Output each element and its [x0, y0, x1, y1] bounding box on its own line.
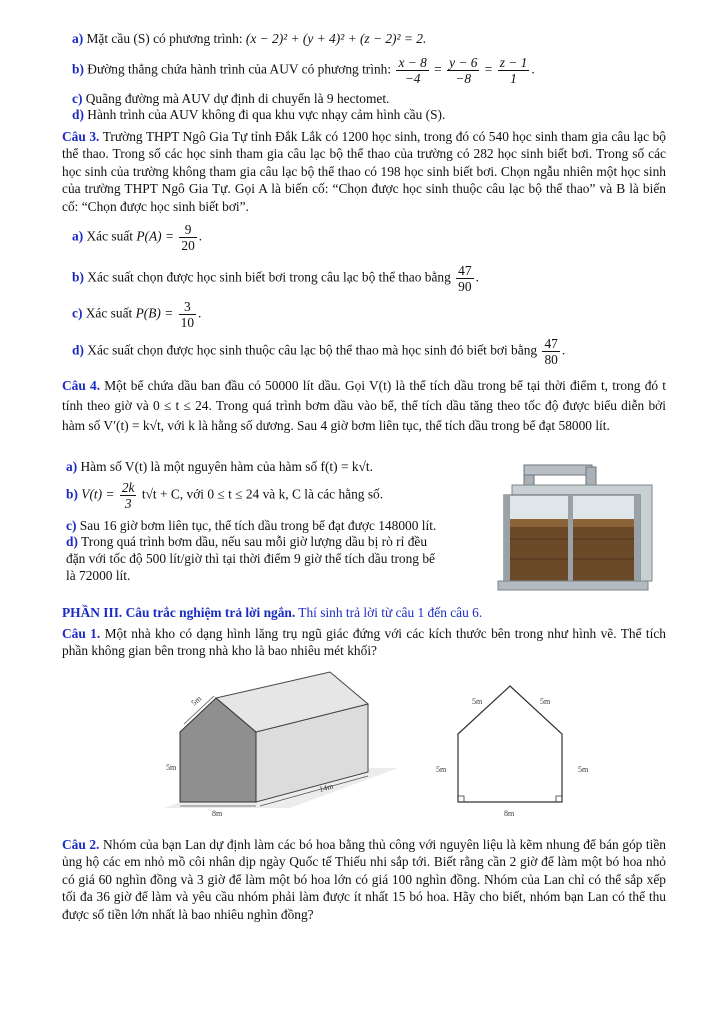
fig3d-height-label: 5m — [166, 763, 177, 772]
q2-item-c: c) Quãng đường mà AUV dự định di chuyển là 9 hectomet. — [72, 91, 390, 106]
warehouse-2d-figure — [432, 676, 607, 822]
cau3-item-b: b) Xác suất chọn được học sinh biết bơi trong câu lạc bộ thể thao bằng $\frac{47}{90}$ . — [72, 263, 479, 294]
p3-cau1-statement: Câu 1. Một nhà kho có dạng hình lăng trụ ngũ giác đứng với các kích thước bên trong như hình vẽ. Thể tích phần không gian bên trong nhà kho là bao nhiêu mét khối? — [62, 626, 666, 659]
cau3-item-a: a) Xác suất P(A) = $\frac{9}{20}$ . — [72, 222, 203, 253]
fig3d-width-label: 8m — [212, 809, 223, 818]
fig2d-base-label: 8m — [504, 809, 515, 818]
part3-heading: PHẦN III. Câu trắc nghiệm trả lời ngắn. Thí sinh trả lời từ câu 1 đến câu 6. — [62, 605, 483, 620]
p3-cau2-statement: Câu 2. Nhóm của bạn Lan dự định làm các bó hoa bằng thủ công với nguyên liệu là kẽm nhung để bán góp tiền ủng hộ các em nhỏ mồ côi nhân dịp ngày Quốc tế Thiếu nhi sắp tới. Biết rằng cần 2 giờ để làm một bó hoa nhỏ có giá 60 nghìn đồng và 3 giờ để làm một bó hoa lớn có giá 100 nghìn đồng. Nhóm của Lan chỉ có thể sắp xếp tối đa 36 giờ để làm và yêu cầu nhóm phải làm được ít nhất 15 bó hoa. Hãy cho biết, nhóm bạn Lan có thể thu được số tiền lớn nhất là bao nhiêu nghìn đồng? — [62, 837, 666, 922]
cau4-item-b: b) V(t) = $\frac{2k}{3}$ t√t + C, với 0 ≤ t ≤ 24 và k, C là các hằng số. — [66, 480, 384, 511]
fig2d-roof-right-label: 5m — [540, 697, 551, 706]
fig2d-roof-left-label: 5m — [472, 697, 483, 706]
cau4-item-a: a) Hàm số V(t) là một nguyên hàm của hàm số f(t) = k√t. — [66, 459, 373, 474]
cau4-statement: Câu 4. Một bể chứa dầu ban đầu có 50000 lít dầu. Gọi V(t) là thể tích dầu trong bể tại thời điểm t, trong đó t tính theo giờ và 0 ≤ t ≤ 24. Trong quá trình bơm dầu vào bể, thể tích dầu tăng theo tốc độ được biểu diễn bởi hàm số V′(t) = k√t, với k là hằng số dương. Sau 4 giờ bơm liên tục, thể tích dầu trong bể đạt 58000 lít. — [62, 378, 666, 433]
cau4-item-d: d) Trong quá trình bơm dầu, nếu sau mỗi giờ lượng dầu bị rò rỉ đều đặn với tốc độ 500 lít/giờ thì tại thời điểm 9 giờ thể tích dầu trong bể là 72000 lít. — [66, 534, 435, 583]
cau3-statement: Câu 3. Trường THPT Ngô Gia Tự tỉnh Đắk Lắk có 1200 học sinh, trong đó có 540 học sinh tham gia câu lạc bộ thể thao. Trong số các học sinh tham gia câu lạc bộ thể thao của trường có 282 học sinh biết bơi. Trong số các học sinh của trường không tham gia câu lạc bộ thể thao có 198 học sinh biết bơi. Chọn ngẫu nhiên một học sinh của trường THPT Ngô Gia Tự. Gọi A là biến cố: “Chọn được học sinh thuộc câu lạc bộ thể thao” và B là biến cố: “Chọn được học sinh biết bơi”. — [62, 129, 667, 214]
cau3-item-c: c) Xác suất P(B) = $\frac{3}{10}$ . — [72, 299, 202, 330]
q2-item-b: b) Đường thẳng chứa hành trình của AUV có phương trình: $\frac{x - 8}{-4}$ = $\frac{y - 6}{-8}$ = $\frac{z - 1}{1}$ . — [72, 55, 535, 86]
fig2d-wall-right-label: 5m — [578, 765, 589, 774]
oil-tank-image — [482, 455, 664, 596]
cau4-item-c: c) Sau 16 giờ bơm liên tục, thể tích dầu trong bể đạt được 148000 lít. — [66, 518, 437, 533]
warehouse-3d-figure — [160, 668, 410, 818]
fig2d-wall-left-label: 5m — [436, 765, 447, 774]
q2-item-d: d) Hành trình của AUV không đi qua khu vực nhạy cảm hình cầu (S). — [72, 107, 446, 122]
cau3-item-d: d) Xác suất chọn được học sinh thuộc câu lạc bộ thể thao mà học sinh đó biết bơi bằng $\frac{47}{80}$ . — [72, 336, 566, 367]
q2-item-a: a) Mặt cầu (S) có phương trình: (x − 2)² + (y + 4)² + (z − 2)² = 2. — [72, 31, 427, 46]
fig3d-roof-label: 5m — [189, 694, 204, 708]
fig3d-length-label: 14m — [318, 781, 335, 794]
